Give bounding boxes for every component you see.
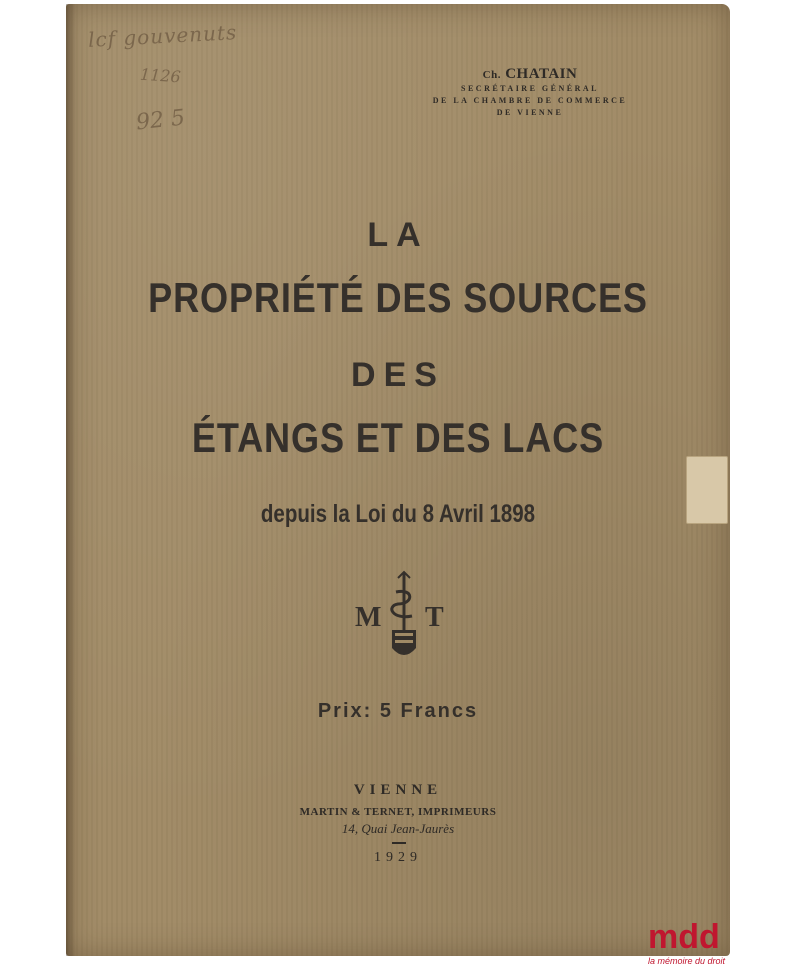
watermark-tagline: la mémoire du droit [648,956,726,966]
title-line: DES [351,356,445,394]
handwritten-note: lcf gouvenuts [87,20,238,52]
publication-year: 1929 [374,850,422,865]
printer-mark-letter: M [355,602,382,633]
printer-emblem-icon [386,570,422,666]
divider [392,842,406,844]
publisher-address: 14, Quai Jean-Jaurès [341,821,455,836]
printer-mark-letter: T [425,602,444,633]
watermark-logo [648,920,796,976]
author-title-line: DE VIENNE [496,108,564,117]
handwritten-number: 1126 [139,64,182,87]
author-surname: CHATAIN [505,66,578,82]
title-main: PROPRIÉTÉ DES SOURCES [148,274,648,321]
publisher-printer: MARTIN & TERNET, IMPRIMEURS [299,806,497,818]
author-name-prefix: Ch. [482,69,501,81]
title-main: ÉTANGS ET DES LACS [191,414,605,461]
publisher-city: VIENNE [353,782,443,798]
author-title-line: SECRÉTAIRE GÉNÉRAL [461,84,599,93]
paper-tab [686,456,728,524]
subtitle: depuis la Loi du 8 Avril 1898 [260,500,536,528]
author-title-line: DE LA CHAMBRE DE COMMERCE [432,96,628,105]
price: Prix: 5 Francs [317,700,479,722]
watermark-brand: mdd [648,918,720,956]
author-block [420,66,640,119]
author-name [420,66,640,83]
handwritten-code: 92 5 [134,105,187,136]
title-line: LA [367,216,429,254]
